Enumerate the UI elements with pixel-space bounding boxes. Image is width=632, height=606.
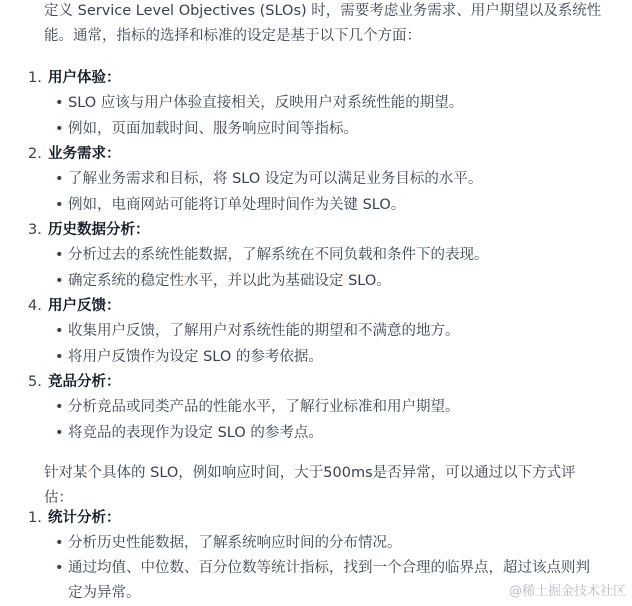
list-number: 3.	[28, 222, 42, 238]
bullet-dot: •	[55, 424, 64, 441]
bullet-dot: •	[55, 272, 64, 289]
bullet-item	[0, 167, 632, 193]
bullet-item	[0, 421, 632, 447]
bullet-item	[0, 117, 632, 143]
list-item	[0, 142, 632, 218]
evaluation-intro-paragraph: 针对某个具体的 SLO，例如响应时间，大于500ms是否异常，可以通过以下方式评估：	[44, 465, 576, 506]
list-item-title: 业务需求：	[48, 146, 121, 162]
list-item	[0, 370, 632, 446]
bullet-text: SLO 应该与用户体验直接相关，反映用户对系统性能的期望。	[68, 95, 464, 111]
bullet-text: 收集用户反馈，了解用户对系统性能的期望和不满意的地方。	[68, 323, 460, 339]
bullet-item	[0, 269, 632, 295]
bullet-item	[0, 531, 632, 556]
bullet-item	[0, 395, 632, 421]
bullet-dot: •	[55, 323, 64, 339]
bullet-dot: •	[55, 120, 64, 137]
list-item-title: 历史数据分析：	[48, 222, 150, 238]
bullet-item	[0, 345, 632, 371]
bullet-item	[0, 319, 632, 345]
watermark: @稀土掘金技术社区	[508, 584, 626, 599]
bullet-item	[0, 91, 632, 117]
bullet-text: 分析历史性能数据，了解系统响应时间的分布情况。	[68, 535, 402, 551]
bullet-text: 例如，电商网站可能将订单处理时间作为关键 SLO。	[68, 196, 406, 213]
list-item-title: 用户体验：	[48, 70, 121, 86]
bullet-text: 确定系统的稳定性水平，并以此为基础设定 SLO。	[68, 272, 391, 289]
list-item	[0, 218, 632, 294]
bullet-text: 例如，页面加载时间、服务响应时间等指标。	[68, 120, 358, 137]
bullet-text: 了解业务需求和目标，将 SLO 设定为可以满足业务目标的水平。	[68, 171, 483, 187]
bullet-dot: •	[55, 95, 64, 111]
list-number: 1.	[28, 510, 42, 526]
bullet-dot: •	[55, 535, 64, 551]
bullet-text: 分析过去的系统性能数据，了解系统在不同负载和条件下的表现。	[68, 247, 489, 263]
bullet-text: 将竞品的表现作为设定 SLO 的参考点。	[68, 424, 323, 441]
factor-list	[0, 66, 632, 446]
bullet-text: 通过均值、中位数、百分位数等统计指标，找到一个合理的临界点，超过该点则判定为异常。	[68, 560, 590, 601]
list-number: 4.	[28, 298, 42, 314]
bullet-text: 分析竞品或同类产品的性能水平，了解行业标准和用户期望。	[68, 399, 460, 415]
bullet-dot: •	[55, 348, 64, 365]
bullet-item	[0, 243, 632, 269]
list-item-title: 竞品分析：	[48, 374, 121, 390]
bullet-dot: •	[55, 399, 64, 415]
list-number: 1.	[28, 70, 42, 86]
list-item-title: 统计分析：	[48, 510, 121, 526]
list-item	[0, 66, 632, 142]
list-number: 5.	[28, 374, 42, 390]
list-item	[0, 294, 632, 370]
bullet-dot: •	[55, 171, 64, 187]
bullet-text: 将用户反馈作为设定 SLO 的参考依据。	[68, 348, 323, 365]
intro-paragraph: 定义 Service Level Objectives (SLOs) 时，需要考虑业务需求、用户期望以及系统性能。通常，指标的选择和标准的设定是基于以下几个方面：	[44, 3, 602, 44]
list-item-title: 用户反馈：	[48, 298, 121, 314]
list-number: 2.	[28, 146, 42, 162]
bullet-dot: •	[55, 196, 64, 213]
bullet-dot: •	[55, 560, 64, 576]
bullet-item	[0, 193, 632, 219]
bullet-dot: •	[55, 247, 64, 263]
